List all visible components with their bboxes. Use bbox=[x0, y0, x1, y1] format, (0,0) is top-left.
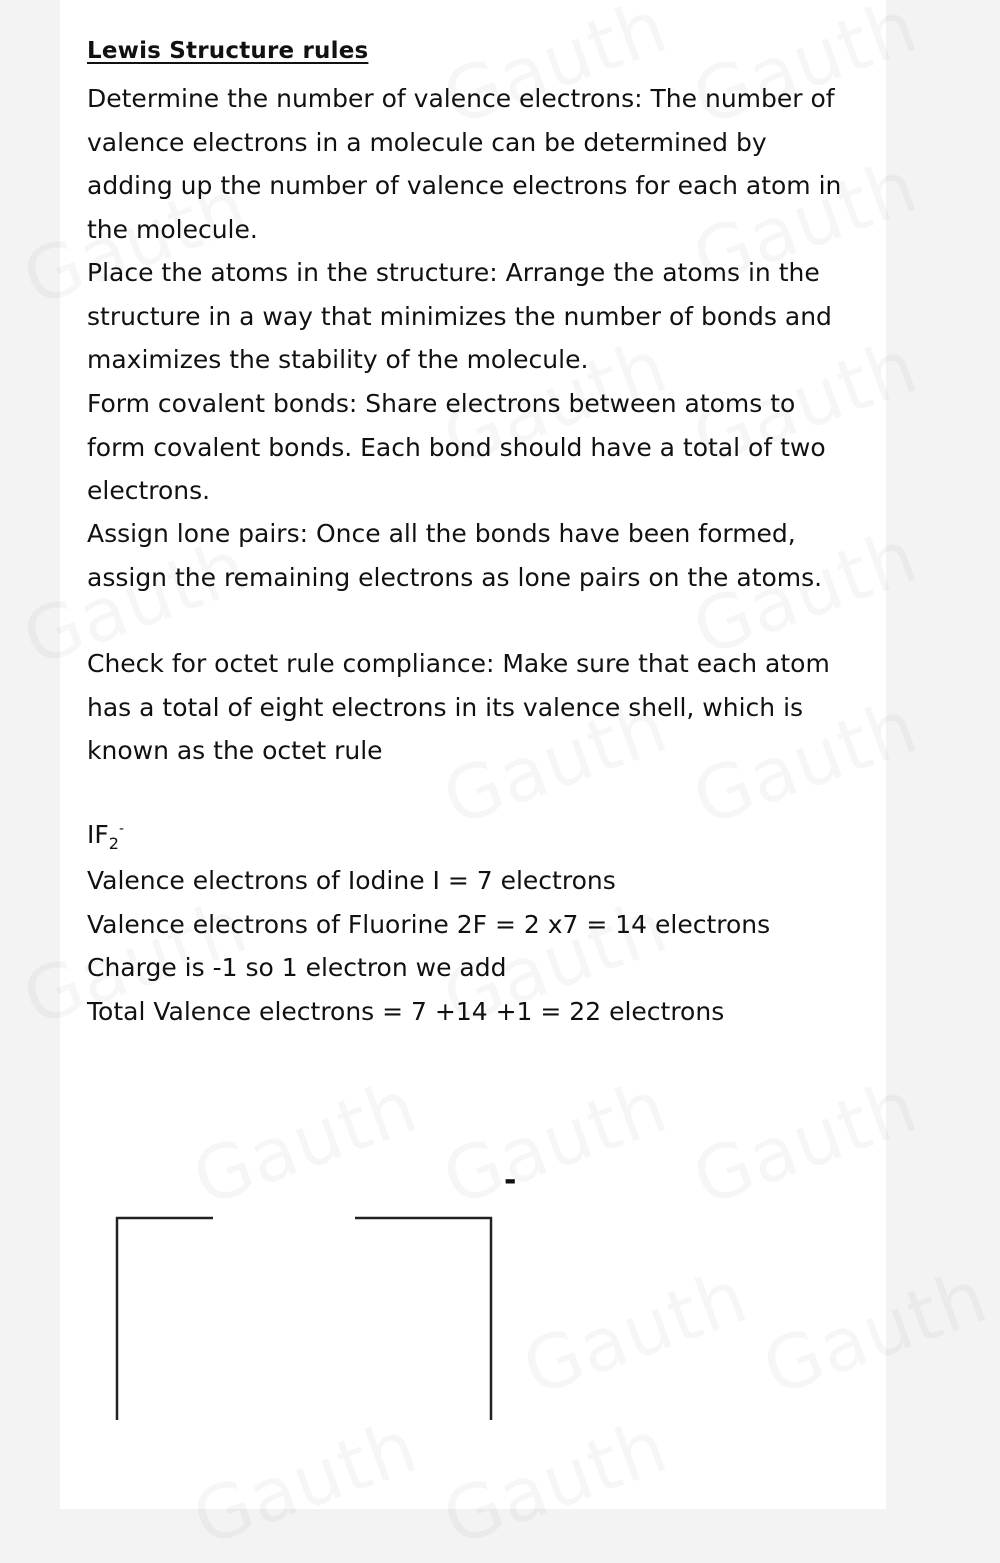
calc-tail: electrons bbox=[647, 910, 771, 939]
calc-math: I = 7 bbox=[432, 866, 493, 895]
formula-subscript: 2 bbox=[108, 834, 119, 853]
bracket-charge: - bbox=[504, 1163, 517, 1198]
left-bracket bbox=[117, 1218, 213, 1420]
calc-text: Charge is -1 so 1 electron we add bbox=[87, 953, 507, 982]
rule-paragraph: Form covalent bonds: Share electrons between atoms to form covalent bonds. Each bond should have a total of two electrons. bbox=[87, 389, 826, 505]
rule-paragraph: Assign lone pairs: Once all the bonds have been formed, assign the remaining electrons as lone pairs on the atoms. bbox=[87, 519, 823, 592]
calc-tail: electrons bbox=[601, 997, 725, 1026]
calc-math: 2F = 2 x7 = 14 bbox=[456, 910, 648, 939]
calc-text: Valence electrons of Iodine bbox=[87, 866, 433, 895]
calc-tail: electrons bbox=[492, 866, 616, 895]
calc-text: Valence electrons of Fluorine bbox=[87, 910, 457, 939]
calc-math: = 7 +14 +1 = 22 bbox=[382, 997, 602, 1026]
formula-charge: - bbox=[118, 821, 125, 837]
right-bracket bbox=[355, 1218, 491, 1420]
calc-text: Total Valence electrons bbox=[87, 997, 383, 1026]
rule-paragraph: Determine the number of valence electrons: The number of valence electrons in a molecule can be determined by adding up the number of valence electrons for each atom in the molecule. bbox=[87, 84, 842, 244]
rule-paragraph: Place the atoms in the structure: Arrange the atoms in the structure in a way that minimizes the number of bonds and maximizes the stability of the molecule. bbox=[87, 258, 832, 374]
section-heading: Lewis Structure rules bbox=[87, 38, 369, 64]
rule-paragraph: Check for octet rule compliance: Make sure that each atom has a total of eight electrons in its valence shell, which is known as the octet rule bbox=[87, 649, 830, 765]
formula-base: IF bbox=[87, 820, 109, 849]
